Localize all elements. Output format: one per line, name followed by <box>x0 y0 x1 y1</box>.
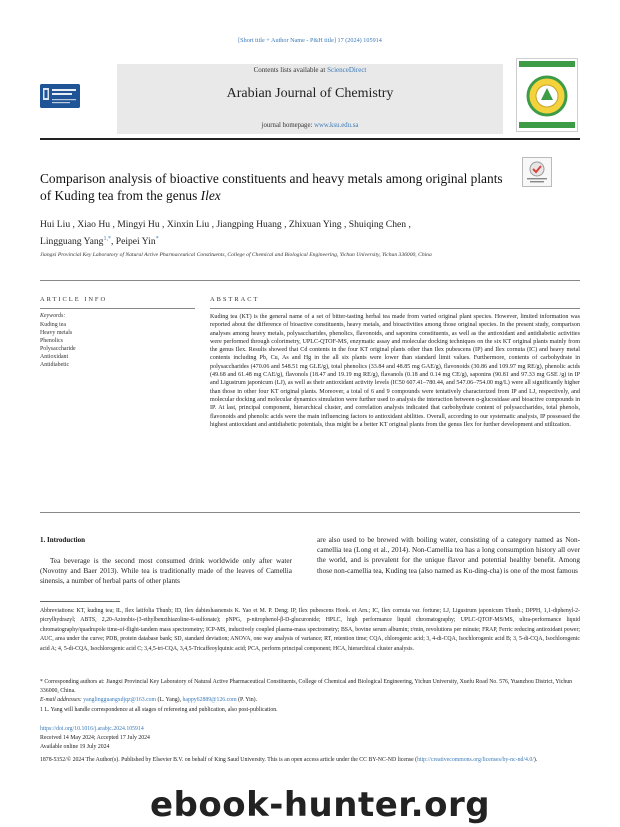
keywords-label: Keywords: <box>40 313 66 319</box>
email-label: E-mail addresses: <box>40 697 82 703</box>
author-marks[interactable]: 1,* <box>103 236 111 242</box>
introduction-heading: 1. Introduction <box>40 536 85 544</box>
article-info-heading: ARTICLE INFO <box>40 296 108 303</box>
crossmark-icon <box>523 158 551 186</box>
journal-homepage-line <box>117 122 503 129</box>
email-addresses <box>40 697 580 703</box>
email-link-yin[interactable]: happy62889@126.com <box>182 697 237 703</box>
introduction-left-column: Tea beverage is the second most consumed drink worldwide only after water (Novotny and Baer 2013). While tea is traditionally made of the leaves of Camellia sinensis, a number of herbal parts of other plants <box>40 557 292 586</box>
paper-title <box>40 170 510 204</box>
author-line-1: Hui Liu , Xiao Hu , Mingyi Hu , Xinxin Liu , Jiangping Huang , Zhixuan Ying , Shuiqing Chen , <box>40 219 411 230</box>
homepage-link[interactable]: www.ksu.edu.sa <box>314 122 359 129</box>
paper-title-main: Comparison analysis of bioactive constituents and heavy metals among original plants of Kuding tea from the genus <box>40 171 503 203</box>
contents-prefix: Contents lists available at <box>253 66 326 74</box>
keyword-item: Polysaccharide <box>40 346 76 353</box>
email-owner-yin: (P. Yin). <box>238 697 258 703</box>
license-link[interactable]: http://creativecommons.org/licenses/by-nc-nd/4.0/ <box>417 757 534 763</box>
keyword-item: Kuding tea <box>40 322 67 328</box>
homepage-prefix: journal homepage: <box>261 122 313 129</box>
corresponding-author-note: * Corresponding authors at: Jiangxi Provincial Key Laboratory of Natural Active Pharmaceutical Constituents, College of Chemical and Biological Engineering, Yichun University, Xuefu Road No. 576, Yuanzhou District, Yichun 336000, China. <box>40 679 573 695</box>
ksu-logo-graphic <box>40 84 80 108</box>
abstract-heading: ABSTRACT <box>210 296 260 303</box>
abbreviations-footnote: Abbreviations: KT, kuding tea; IL, Ilex latifolia Thunb; ID, Ilex dabieshasnensis K. Yao et M. P. Deng; IP, Ilex pubescens Hook. et Arn.; IC, Ilex cornuta var. fortune; LJ, Ligustrum japonicum Thunb.; DPPH, 1,1-diphenyl-2-picrylhydrazyl; ABTS, 2,20-Azinobis-(3-ethylbenzthiazoline-6-sulfonate); pNPG, p-nitrophenol-β-D-glucuronide; HPLC, high performance liquid chromatography; UPLC-QTOF-MS/MS, ultra-performance liquid chromatography/quadrupole time-of-flight-tandem mass spectrometry; ICP-MS, inductively coupled plasma-mass spectrometry; BSA, bovine serum albumin; r/min, revolutions per minute; FRAP, Ferric reducing antioxidant power; AUC, area under the curve; PDB, protein database bank; SD, standard deviation; ANOVA, one way analysis of variance; RT, retention time; CQA, chlorogenic acid; 3, 4-di-CQA, Isochlorogenic acid B; 3, 5-di-CQA, Isochlorogenic acid A; 4, 5-di-CQA, Isochlorogenic acid C; 3,4,5-tri-CQA, 3,4,5-Tricaffeoylquinic acid; PCA, perform principal component; HCA, hierarchical cluster analysis. <box>40 608 580 652</box>
introduction-right-column: are also used to be brewed with boiling water, consisting of a category named as Non-camellia tea (Long et al., 2014). Non-Camellia tea has a long consumption history all over the world, and is prevalent for the unique flavor and potential healthy benefit. Among those non-camellia tea, Kuding tea (also named as Ku-ding-cha) is one of the most famous <box>317 536 580 575</box>
running-header[interactable]: [Short title + Author Name - P&H title] 17 (2024) 105914 <box>238 37 382 44</box>
keyword-item: Antidiabetic <box>40 362 70 369</box>
affiliation: Jiangxi Provincial Key Laboratory of Natural Active Pharmaceutical Constituents, College of Chemical and Biological Engineering, Yichun University, Yichun 336000, China <box>40 252 432 258</box>
abstract-text: Kuding tea (KT) is the general name of a set of bitter-tasting herbal tea made from varied original plant species. However, limited information was reported about the difference of bioactive constituents, heavy metals, and bioactivities among those original species. In the present study, comparison analyses among heavy metals, polysaccharides, phenolics, flavonoids, and saponins constituents, as well as the antioxidant and antidiabetic activities were performed through colorimetry, UPLC-QTOF-MS, enzymatic assay and molecular docking techniques on the six KT original plants mainly from the genus Ilex. Results showed that Cd contents in the four KT original plants other than Ilex pubescens (IP) and Ilex cornuta (IC) and heavy metal contents including Pb, Cu, As and Hg in the all six plants were lower than standard limit values. Furthermore, contents of carbohydrate in polysaccharides (470.06 and 548.51 mg GLE/g), total phenolics (33.84 and 48.85 mg GAE/g), flavonoids (30.86 and 109.97 mg RE/g), phenolic acids (49.68 and 61.48 mg CAE/g), flavonols (18.47 and 19.19 mg RE/g), flavanols (0.18 and 0.14 mg CE/g), saponins (90.81 and 97.33 mg GSE /g) in IP and Ligustrum japonicum (LJ), as well as their antioxidant activity levels (IC50 607.41–780.44, and 547.06–754.00 mg/L) were all significantly higher than those in other four KT original plants. Moreover, a total of 6 and 9 compounds were tentatively characterized from IP and LJ, respectively, and molecular docking and molecular dynamics simulation were further used to analysis the interaction between α-glucosidase and bioactive compounds in IP. At last, principal component, hierarchical cluster, and correlation analysis indicated that carbohydrate content of polysaccharides, total phenols, flavonoids and phenolic acids were the main influencing factors to antioxidant abilities. Overall, according to our systematic analysis, IP possessed the highest antioxidant and antidiabetic potentials, thus might be a better KT original plants from the genus Ilex for further development and utilization. <box>210 314 580 428</box>
contents-available-line <box>117 66 503 74</box>
author-footnote: 1 L. Yang will handle correspondence at all stages of refereeing and publication, also post-publication. <box>40 707 278 713</box>
abstract-bottom-rule <box>40 512 580 513</box>
received-date: Received 14 May 2024; Accepted 17 July 2024 <box>40 735 150 741</box>
footnote-rule <box>40 601 120 602</box>
journal-name: Arabian Journal of Chemistry <box>226 86 394 101</box>
author-lingguang-yang[interactable]: Lingguang Yang <box>40 236 104 248</box>
author-list <box>40 218 560 249</box>
corresponding-mark[interactable]: * <box>155 236 159 242</box>
keywords-list <box>40 321 76 370</box>
ksu-logo <box>40 84 80 108</box>
email-link-yang[interactable]: yanglingguangxdjqz@163.com <box>83 697 157 703</box>
header-rule <box>40 138 580 140</box>
sciencedirect-link[interactable]: ScienceDirect <box>327 66 367 74</box>
keyword-item: Heavy metals <box>40 330 73 337</box>
doi-link[interactable]: https://doi.org/10.1016/j.arabjc.2024.105914 <box>40 726 144 732</box>
keyword-item: Phenolics <box>40 338 63 345</box>
abstract-rule <box>210 308 580 309</box>
author-line-2 <box>40 232 560 249</box>
email-owner-yang: (L. Yang), <box>157 697 182 703</box>
section-rule <box>40 280 580 281</box>
available-date: Available online 19 July 2024 <box>40 744 110 750</box>
watermark: ebook-hunter.org <box>150 785 491 825</box>
keyword-item: Antioxidant <box>40 354 69 361</box>
copyright-text: 1878-5352/© 2024 The Author(s). Published by Elsevier B.V. on behalf of King Saud University. This is an open access article under the CC BY-NC-ND license ( <box>40 757 418 763</box>
journal-cover-graphic <box>516 58 578 132</box>
check-for-updates-button[interactable] <box>522 157 552 187</box>
article-info-rule <box>40 308 195 309</box>
author-peipei-yin[interactable]: , Peipei Yin <box>110 236 156 248</box>
copyright-notice <box>40 756 580 765</box>
journal-cover-logo <box>516 58 578 132</box>
paper-title-genus: Ilex <box>200 188 221 203</box>
copyright-end: ). <box>533 757 538 763</box>
